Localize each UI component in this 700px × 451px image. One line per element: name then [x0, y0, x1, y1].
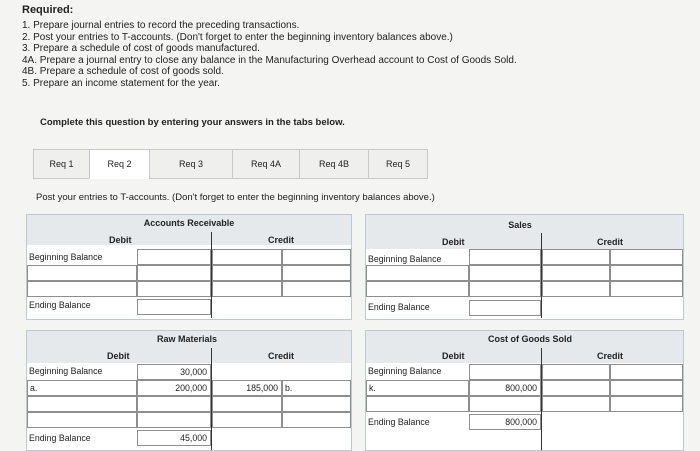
t-account-instruction: Post your entries to T-accounts. (Don't forget to enter the beginning inventory balances above.) — [36, 192, 435, 203]
entry-k-debit[interactable]: 800,000 — [469, 380, 541, 396]
entry-label-cell[interactable] — [542, 380, 610, 396]
required-item: 1. Prepare journal entries to record the preceding transactions. — [22, 20, 300, 31]
entry-label-cell[interactable] — [366, 265, 469, 281]
ending-balance-cell[interactable] — [469, 300, 541, 316]
debit-cell[interactable] — [137, 412, 211, 428]
debit-header: Debit — [442, 237, 465, 247]
credit-cell[interactable] — [610, 281, 683, 297]
debit-cell[interactable] — [137, 249, 211, 265]
tab-req-2[interactable]: Req 2 — [89, 149, 149, 179]
credit-header: Credit — [268, 235, 295, 245]
credit-cell[interactable] — [212, 396, 282, 412]
credit-cell[interactable] — [212, 281, 282, 297]
credit-cell[interactable] — [212, 412, 282, 428]
entry-label-cell[interactable] — [282, 396, 351, 412]
entry-label-a[interactable]: a. — [27, 380, 137, 396]
credit-cell[interactable] — [610, 265, 683, 281]
tab-req-4b[interactable]: Req 4B — [299, 149, 368, 179]
ending-balance-label: Ending Balance — [368, 302, 430, 312]
entry-label-cell[interactable] — [366, 396, 469, 412]
credit-cell[interactable] — [282, 281, 351, 297]
t-account-accounts-receivable — [26, 214, 352, 320]
debit-header: Debit — [107, 351, 130, 361]
entry-b-credit[interactable]: 185,000 — [212, 380, 282, 396]
complete-instruction: Complete this question by entering your answers in the tabs below. — [40, 117, 345, 128]
ending-balance-label: Ending Balance — [29, 300, 91, 310]
required-item: 5. Prepare an income statement for the year. — [22, 77, 220, 89]
entry-label-k[interactable]: k. — [366, 380, 469, 396]
entry-label-cell[interactable] — [27, 396, 137, 412]
req-tab-bar — [33, 149, 428, 179]
credit-header: Credit — [597, 351, 624, 361]
beginning-balance-debit[interactable]: 30,000 — [137, 364, 211, 380]
entry-label-cell[interactable] — [542, 249, 610, 265]
ending-balance-debit[interactable]: 45,000 — [137, 430, 211, 446]
debit-cell[interactable] — [137, 396, 211, 412]
ending-balance-cell[interactable] — [137, 299, 211, 315]
debit-cell[interactable] — [469, 265, 541, 281]
tab-req-4a[interactable]: Req 4A — [232, 149, 299, 179]
entry-label-cell[interactable] — [542, 265, 610, 281]
debit-header: Debit — [442, 351, 465, 361]
credit-cell[interactable] — [610, 396, 683, 412]
required-list — [22, 20, 517, 90]
t-account-sales — [365, 214, 684, 320]
t-account-title: Sales — [508, 220, 532, 230]
entry-label-cell[interactable] — [542, 364, 610, 380]
entry-label-cell[interactable] — [27, 412, 137, 428]
entry-label-cell[interactable] — [542, 281, 610, 297]
entry-label-b[interactable]: b. — [282, 380, 351, 396]
required-item: 4A. Prepare a journal entry to close any balance in the Manufacturing Overhead account to Cost of Goods Sold. — [22, 54, 517, 66]
beginning-balance-label: Beginning Balance — [368, 254, 442, 264]
beginning-balance-debit[interactable] — [469, 364, 541, 380]
required-item: 4B. Prepare a schedule of cost of goods sold. — [22, 66, 224, 78]
credit-header: Credit — [268, 351, 295, 361]
required-item: 3. Prepare a schedule of cost of goods manufactured. — [22, 43, 260, 55]
t-account-title: Raw Materials — [156, 334, 218, 344]
entry-label-cell[interactable] — [366, 281, 469, 297]
credit-cell[interactable] — [282, 249, 351, 265]
required-heading: Required: — [22, 4, 74, 16]
debit-cell[interactable] — [137, 281, 211, 297]
beginning-balance-label: Beginning Balance — [29, 366, 103, 376]
credit-cell[interactable] — [610, 249, 683, 265]
required-item: 2. Post your entries to T-accounts. (Don't forget to enter the beginning inventory balances above.) — [22, 31, 453, 43]
credit-cell[interactable] — [282, 265, 351, 281]
t-account-title: Accounts Receivable — [143, 218, 235, 228]
entry-a-debit[interactable]: 200,000 — [137, 380, 211, 396]
ending-balance-label: Ending Balance — [368, 417, 430, 427]
debit-cell[interactable] — [469, 249, 541, 265]
tab-req-5[interactable]: Req 5 — [368, 149, 428, 179]
credit-cell[interactable] — [212, 265, 282, 281]
entry-label-cell[interactable] — [27, 265, 137, 281]
credit-cell[interactable] — [610, 364, 683, 380]
debit-cell[interactable] — [469, 281, 541, 297]
debit-header: Debit — [109, 235, 132, 245]
tab-req-1[interactable]: Req 1 — [33, 149, 89, 179]
ending-balance-label: Ending Balance — [29, 433, 91, 443]
credit-cell[interactable] — [212, 249, 282, 265]
credit-cell[interactable] — [610, 380, 683, 396]
t-account-raw-materials — [26, 330, 352, 451]
beginning-balance-label: Beginning Balance — [368, 366, 442, 376]
tab-req-3[interactable]: Req 3 — [149, 149, 232, 179]
credit-header: Credit — [597, 237, 624, 247]
entry-label-cell[interactable] — [282, 412, 351, 428]
t-account-title: Cost of Goods Sold — [488, 334, 572, 344]
beginning-balance-label: Beginning Balance — [29, 252, 103, 262]
debit-cell[interactable] — [137, 265, 211, 281]
ending-balance-debit[interactable]: 800,000 — [469, 414, 541, 430]
entry-label-cell[interactable] — [542, 396, 610, 412]
t-account-cost-of-goods-sold — [365, 330, 684, 451]
entry-label-cell[interactable] — [27, 281, 137, 297]
debit-cell[interactable] — [469, 396, 541, 412]
